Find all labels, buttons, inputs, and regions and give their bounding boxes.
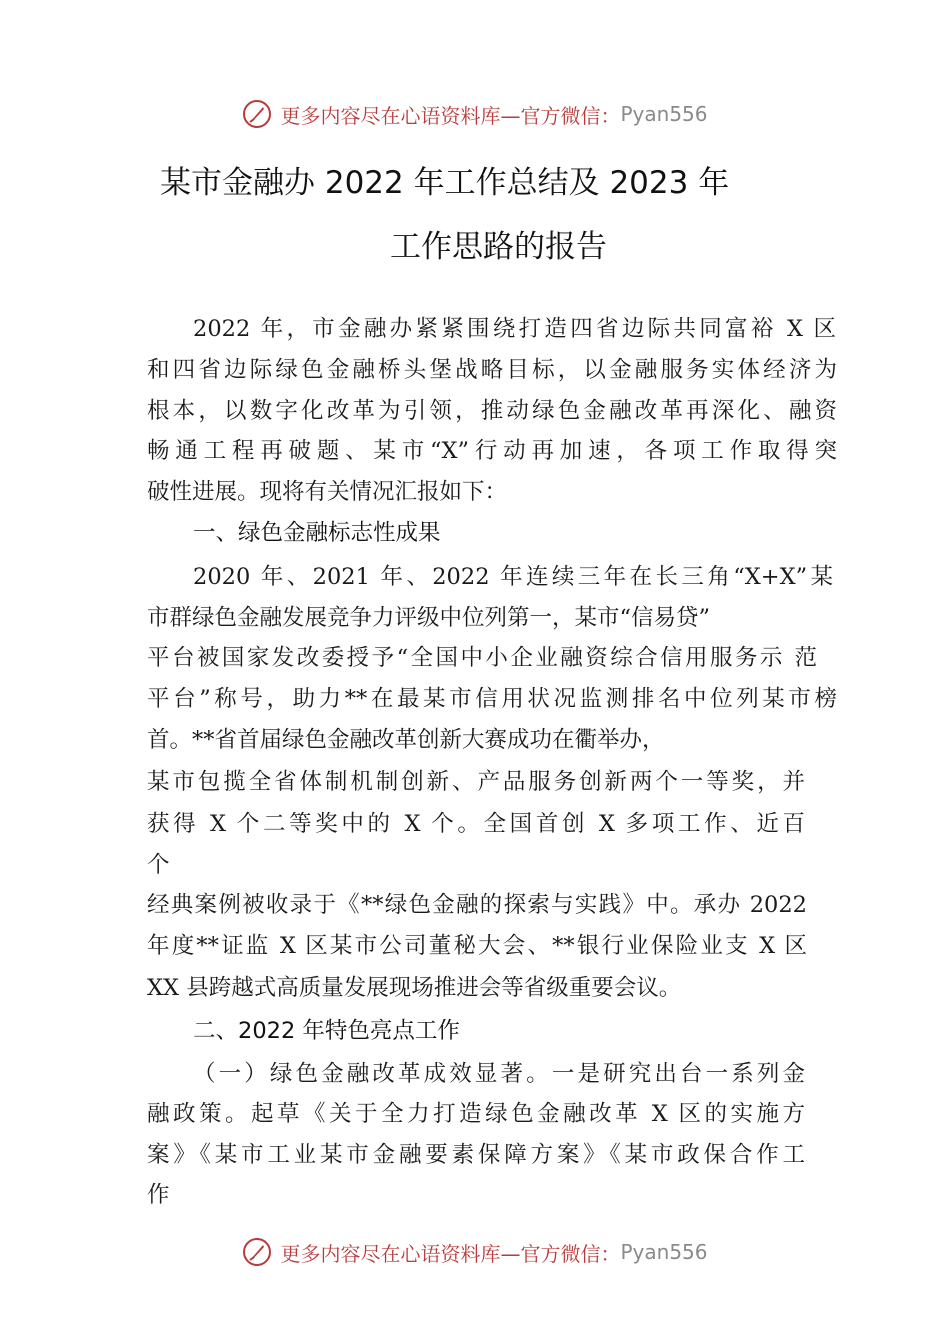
section-2-line: 作 — [147, 1182, 170, 1208]
section-1-line: 获得 X 个二等奖中的 X 个。全国首创 X 多项工作、近百 — [147, 811, 805, 837]
section-1-line: 某市包揽全省体制机制创新、产品服务创新两个一等奖，并 — [147, 769, 805, 795]
banner-wechat-id: Pyan556 — [620, 102, 708, 126]
section-1-line: 平台”称号，助力**在最某市信用状况监测排名中位列某市榜 — [147, 686, 837, 712]
banner-text: 更多内容尽在心语资料库—官方微信： — [280, 1241, 621, 1266]
intro-line: 畅通工程再破题、某市“X”行动再加速，各项工作取得突 — [147, 438, 837, 464]
feather-pen-logo-icon — [242, 99, 272, 129]
section-1-line: 首。**省首届绿色金融改革创新大赛成功在衢举办， — [147, 727, 665, 753]
section-2-line: 案》《某市工业某市金融要素保障方案》《某市政保合作工 — [147, 1142, 805, 1168]
intro-line: 破性进展。现将有关情况汇报如下： — [147, 479, 508, 505]
footer-banner — [0, 1232, 950, 1272]
section-1-line: XX 县跨越式高质量发展现场推进会等省级重要会议。 — [147, 975, 682, 1001]
section-1-line: 个 — [147, 852, 170, 878]
document-title-line-2: 工作思路的报告 — [390, 229, 607, 265]
section-1-line: 平台被国家发改委授予“全国中小企业融资综合信用服务示 范 — [147, 645, 817, 671]
section-1-line: 经典案例被收录于《**绿色金融的探索与实践》中。承办 2022 — [147, 892, 807, 918]
section-1-line: 2020 年、2021 年、2022 年连续三年在长三角“X+X”某 — [193, 564, 833, 590]
section-1-line: 市群绿色金融发展竞争力评级中位列第一，某市“信易贷” — [147, 605, 711, 631]
intro-line: 2022 年，市金融办紧紧围绕打造四省边际共同富裕 X 区 — [193, 316, 836, 342]
section-2-line: 融政策。起草《关于全力打造绿色金融改革 X 区的实施方 — [147, 1101, 805, 1127]
header-banner — [0, 94, 950, 134]
section-2-heading: 二、2022 年特色亮点工作 — [193, 1018, 460, 1044]
section-2-line: （一）绿色金融改革成效显著。一是研究出台一系列金 — [193, 1061, 805, 1087]
section-1-line: 年度**证监 X 区某市公司董秘大会、**银行业保险业支 X 区 — [147, 933, 807, 959]
intro-line: 和四省边际绿色金融桥头堡战略目标，以金融服务实体经济为 — [147, 357, 837, 383]
intro-line: 根本，以数字化改革为引领，推动绿色金融改革再深化、融资 — [147, 398, 837, 424]
feather-pen-logo-icon — [242, 1237, 272, 1267]
banner-text: 更多内容尽在心语资料库—官方微信： — [280, 103, 621, 128]
document-title-line-1: 某市金融办 2022 年工作总结及 2023 年 — [160, 165, 730, 201]
section-1-heading: 一、绿色金融标志性成果 — [193, 520, 441, 546]
banner-wechat-id: Pyan556 — [620, 1240, 708, 1264]
